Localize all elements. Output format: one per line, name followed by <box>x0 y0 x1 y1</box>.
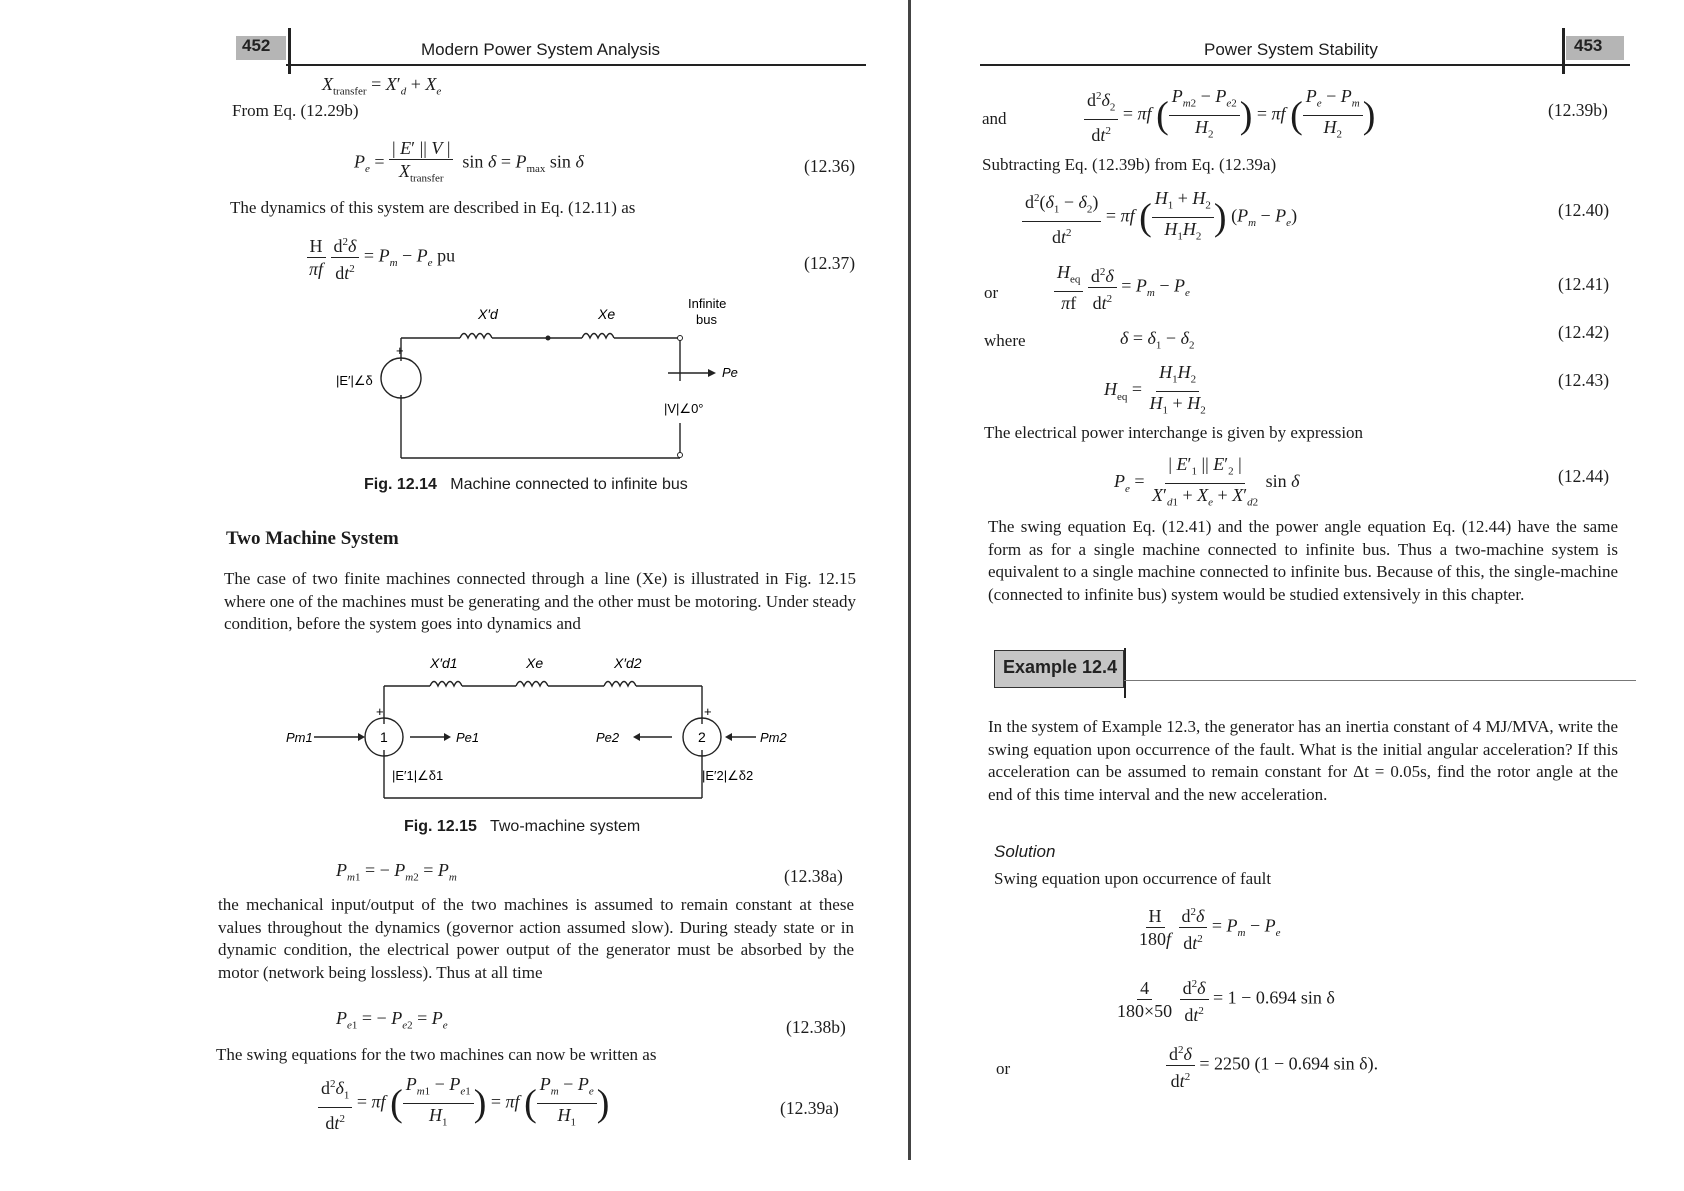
example-label: Example 12.4 <box>1003 657 1118 677</box>
arrow-pm2 <box>725 733 732 741</box>
fig-12-15-diagram <box>284 656 804 806</box>
header-divider-vertical <box>1562 28 1565 74</box>
solution-label: Solution <box>994 842 1056 861</box>
fig-12-14-diagram <box>330 295 760 470</box>
pe-arrow-head <box>708 369 716 377</box>
label-pe1: Pe1 <box>456 730 480 745</box>
plus-2: + <box>704 704 712 719</box>
eq-12-44: $P_e$ = $\frac{| E'_1 || E'_2 |}{X'_{d1} + X_e + X'_{d2}}$ sin δ <box>1114 454 1300 509</box>
section-title: Two Machine System <box>226 528 399 549</box>
machine-2-label: 2 <box>698 729 706 745</box>
power-text: The electrical power interchange is given by expression <box>984 423 1364 442</box>
eq-12-42: $\delta = \delta_1 - \delta_2$ <box>1120 328 1195 352</box>
from-eq-text: From Eq. (12.29b) <box>232 101 359 120</box>
arrow-pm1 <box>358 733 365 741</box>
machine-1-label: 1 <box>380 729 388 745</box>
eq-number-12-42: (12.42) <box>1558 322 1610 342</box>
label-xe: Xe <box>526 656 544 671</box>
label-xd1: X′d1 <box>430 656 458 671</box>
eq-12-39b: $\frac{d^2\delta_2}{dt^2}$ = πf ( $\frac{P_{m2} - P_{e2}}{H_2}$ ) = πf ( $\frac{P_e - P_m}{H_2}$ ) <box>1084 86 1375 145</box>
eq-number-12-41: (12.41) <box>1558 274 1610 294</box>
eq-solution-2: $\frac{4}{180\times 50}$ $\frac{d^2\delta}{dt^2}$ = 1 − 0.694 sin δ <box>1114 974 1335 1025</box>
or-label-2: or <box>996 1059 1011 1078</box>
label-e: |E′|∠δ <box>336 373 373 388</box>
label-v: |V|∠0° <box>664 401 704 416</box>
label-plus: + <box>396 343 404 358</box>
label-bus: bus <box>696 312 717 327</box>
eq-number-12-37: (12.37) <box>804 253 856 273</box>
eq-number-12-38a: (12.38a) <box>784 866 843 886</box>
caption-number: Fig. 12.15 <box>404 818 477 835</box>
eq-12-43: $H_{eq}$ = $\frac{H_1H_2}{H_1 + H_2}$ <box>1104 362 1206 417</box>
label-pm2: Pm2 <box>760 730 787 745</box>
eq-solution-3: $\frac{d^2\delta}{dt^2}$ = 2250 (1 − 0.694 sin δ). <box>1166 1040 1378 1091</box>
swing-text: The swing equations for the two machines can now be written as <box>216 1045 657 1064</box>
swing-fault-text: Swing equation upon occurrence of fault <box>994 869 1272 888</box>
running-head: Power System Stability <box>1204 40 1378 59</box>
eq-rhs-b: = 2250 (1 − 0.694 sin δ). <box>1199 1053 1379 1074</box>
eq-12-38a: $P_{m1}$ = − $P_{m2} = P_m$ <box>336 860 457 884</box>
example-rule-vertical <box>1124 648 1126 698</box>
arrow-pe1 <box>444 733 451 741</box>
header-rule <box>980 64 1630 66</box>
eq-12-36: $P_e$ = $\frac{| E' || V |}{X_{transfer}}$ $\sin \delta = P_{max}$ sin δ <box>354 138 584 185</box>
eq-12-41: $\frac{H_{eq}}{\pi f}$ $\frac{d^2\delta}{dt^2}$ = $P_m - P_e$ <box>1054 262 1190 313</box>
eq-12-39a: $\frac{d^2\delta_1}{dt^2}$ = πf ( $\frac{P_{m1} - P_{e1}}{H_1}$ ) = πf ( $\frac{P_m - P_e}{H_1}$ ) <box>318 1074 609 1133</box>
plus-1: + <box>376 704 384 719</box>
label-xe: Xe <box>598 306 616 322</box>
eq-12-40: $\frac{d^2(\delta_1 - \delta_2)}{dt^2}$ = πf ( $\frac{H_1 + H_2}{H_1H_2}$ ) $(P_m - P_e)$ <box>1022 188 1297 247</box>
eq-number-12-40: (12.40) <box>1558 200 1610 220</box>
label-pe2: Pe2 <box>596 730 620 745</box>
eq-solution-1: $\frac{H}{180f}$ $\frac{d^2\delta}{dt^2}$ = $P_m - P_e$ <box>1136 902 1281 953</box>
eq-number-12-38b: (12.38b) <box>786 1017 846 1037</box>
running-head: Modern Power System Analysis <box>421 40 661 59</box>
paragraph-mechanical: the mechanical input/output of the two machines is assumed to remain constant at these values throughout the dynamics (governor action assumed slow). During steady state or in dynamic condition, the electrical power output of the generator must be absorbed by the motor (network being lossless). Thus at all time <box>218 895 854 982</box>
label-xd: X′d <box>478 306 498 322</box>
paragraph-swing-equation: The swing equation Eq. (12.41) and the power angle equation Eq. (12.44) have the same form as for a single machine connected to infinite bus. Thus a two-machine system is equivalent to a single machine connected to infinite bus. Because of this, the single-machine (connected to infinite bus) system would be studied extensively in this chapter. <box>988 517 1618 604</box>
example-text: In the system of Example 12.3, the generator has an inertia constant of 4 MJ/MVA, write the swing equation upon occurrence of the fault. What is the initial angular acceleration? If this acceleration can be assumed to remain constant for Δt = 0.05s, find the rotor angle at the end of this time interval and the new acceleration. <box>988 717 1618 804</box>
arrow-pe2 <box>633 733 640 741</box>
eq-number-12-43: (12.43) <box>1558 370 1610 390</box>
fig-12-15-caption <box>404 818 640 836</box>
label-e2: |E′2|∠δ2 <box>702 768 754 783</box>
bus-terminal-top <box>678 336 683 341</box>
caption-text: Machine connected to infinite bus <box>450 476 688 493</box>
header-divider-vertical <box>288 28 291 74</box>
example-header <box>994 650 1124 688</box>
header-rule <box>286 64 866 66</box>
bus-terminal-bottom <box>678 453 683 458</box>
example-rule-horizontal <box>1124 680 1636 681</box>
eq-number-12-39b: (12.39b) <box>1548 100 1608 120</box>
dynamics-text: The dynamics of this system are described in Eq. (12.11) as <box>230 198 636 217</box>
fig-12-14-caption <box>364 476 688 494</box>
label-pm1: Pm1 <box>286 730 313 745</box>
label-xd2: X′d2 <box>614 656 642 671</box>
paragraph-two-machine: The case of two finite machines connected through a line (Xe) is illustrated in Fig. 12.15 where one of the machines must be generating and the other must be motoring. Under steady condition, before the system goes into dynamics and <box>224 569 856 633</box>
eq-rhs-a: = 1 − 0.694 sin δ <box>1213 987 1335 1008</box>
eq-number-12-39a: (12.39a) <box>780 1098 839 1118</box>
and-label: and <box>982 109 1007 128</box>
fraction-numerator: 4 <box>1137 978 1152 1000</box>
where-label: where <box>984 331 1026 350</box>
subtracting-text: Subtracting Eq. (12.39b) from Eq. (12.39a) <box>982 155 1277 174</box>
label-infinite: Infinite <box>688 296 727 311</box>
page-number: 452 <box>242 36 271 55</box>
caption-number: Fig. 12.14 <box>364 476 437 493</box>
right-page <box>910 0 1684 1191</box>
page-number: 453 <box>1574 36 1603 55</box>
or-label: or <box>984 283 999 302</box>
fraction-denominator: 180×50 <box>1117 1001 1173 1021</box>
eq-12-37: $\frac{H}{\pi f}$ $\frac{d^2\delta}{dt^2}$ = $P_m - P_e$ pu <box>306 232 455 283</box>
eq-12-38b: $P_{e1}$ = − $P_{e2} = P_e$ <box>336 1008 448 1032</box>
eq-xtransfer: $X_{transfer} = X'_d + X_e$ <box>322 74 442 98</box>
eq-number-12-44: (12.44) <box>1558 466 1610 486</box>
label-pe: Pe <box>722 365 738 380</box>
caption-text: Two-machine system <box>489 818 641 835</box>
junction-dot <box>546 336 551 341</box>
eq-number-12-36: (12.36) <box>804 156 856 176</box>
label-e1: |E′1|∠δ1 <box>392 768 444 783</box>
